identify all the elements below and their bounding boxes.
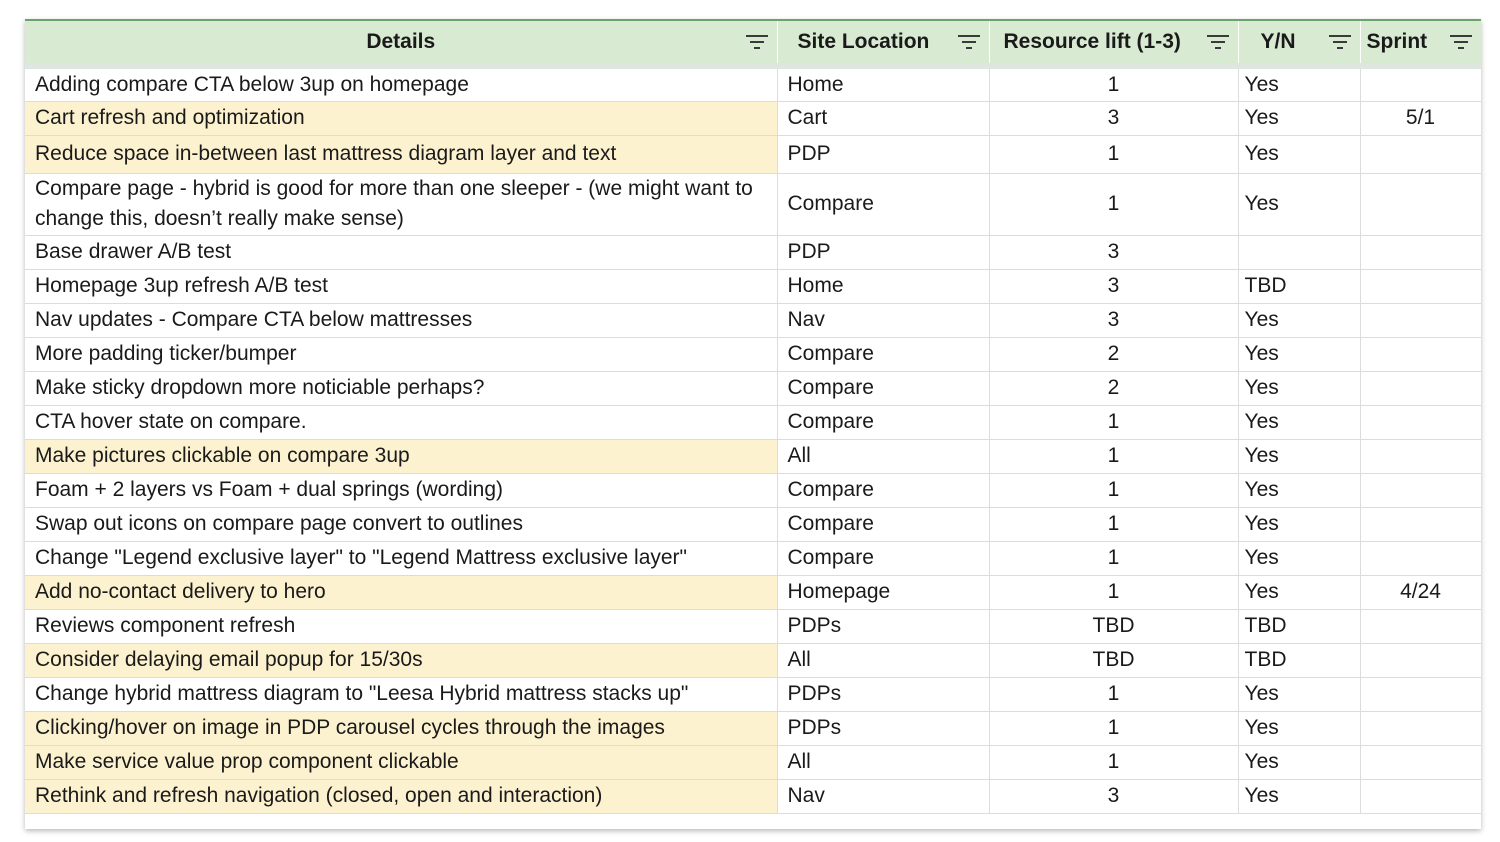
column-header-resource-lift[interactable]: [989, 21, 1238, 66]
cell-resource-lift[interactable]: 3: [989, 779, 1238, 813]
cell-yn[interactable]: Yes: [1238, 173, 1360, 235]
column-header-details[interactable]: [25, 21, 777, 66]
cell-details[interactable]: Make sticky dropdown more noticiable perhaps?: [25, 371, 777, 405]
cell-site-location[interactable]: Compare: [777, 173, 989, 235]
table-row: [25, 235, 1481, 269]
cell-details[interactable]: More padding ticker/bumper: [25, 337, 777, 371]
table-row: [25, 66, 1481, 101]
cell-details[interactable]: Make service value prop component clickable: [25, 745, 777, 779]
cell-details[interactable]: CTA hover state on compare.: [25, 405, 777, 439]
cell-yn[interactable]: TBD: [1238, 643, 1360, 677]
table-row: [25, 303, 1481, 337]
column-header-label: Site Location: [797, 30, 930, 53]
cell-details[interactable]: Nav updates - Compare CTA below mattresses: [25, 303, 777, 337]
cell-sprint[interactable]: [1360, 745, 1481, 779]
cell-details[interactable]: Make pictures clickable on compare 3up: [25, 439, 777, 473]
cell-details[interactable]: Change "Legend exclusive layer" to "Legend Mattress exclusive layer": [25, 541, 777, 575]
table-row: [25, 677, 1481, 711]
cell-resource-lift[interactable]: 2: [989, 371, 1238, 405]
cell-yn[interactable]: Yes: [1238, 677, 1360, 711]
table-row: [25, 405, 1481, 439]
table-row: [25, 779, 1481, 813]
table-row: [25, 135, 1481, 173]
cell-site-location[interactable]: PDP: [777, 135, 989, 173]
table-row: [25, 337, 1481, 371]
cell-resource-lift[interactable]: 1: [989, 575, 1238, 609]
table-row: [25, 439, 1481, 473]
cell-yn[interactable]: Yes: [1238, 337, 1360, 371]
cell-sprint[interactable]: [1360, 439, 1481, 473]
column-header-label: Sprint: [1366, 30, 1428, 53]
cell-yn[interactable]: Yes: [1238, 135, 1360, 173]
cell-site-location[interactable]: Compare: [777, 507, 989, 541]
cell-details[interactable]: Reviews component refresh: [25, 609, 777, 643]
cell-details[interactable]: Base drawer A/B test: [25, 235, 777, 269]
filter-icon[interactable]: [745, 34, 769, 50]
table-row: [25, 711, 1481, 745]
cell-resource-lift[interactable]: 1: [989, 439, 1238, 473]
table-row: [25, 371, 1481, 405]
table-header: [25, 21, 1481, 66]
cell-resource-lift[interactable]: 1: [989, 473, 1238, 507]
cell-sprint[interactable]: [1360, 405, 1481, 439]
filter-icon[interactable]: [1328, 34, 1352, 50]
cell-details[interactable]: Swap out icons on compare page convert to outlines: [25, 507, 777, 541]
table-row: [25, 575, 1481, 609]
cell-resource-lift[interactable]: 3: [989, 101, 1238, 135]
column-header-label: Resource lift (1-3): [1003, 30, 1181, 53]
cell-site-location[interactable]: Home: [777, 269, 989, 303]
cell-yn[interactable]: Yes: [1238, 66, 1360, 101]
cell-site-location[interactable]: All: [777, 643, 989, 677]
cell-sprint[interactable]: [1360, 303, 1481, 337]
cell-yn[interactable]: TBD: [1238, 609, 1360, 643]
cell-sprint[interactable]: [1360, 269, 1481, 303]
cell-resource-lift[interactable]: 2: [989, 337, 1238, 371]
cell-resource-lift[interactable]: 1: [989, 677, 1238, 711]
cell-sprint[interactable]: [1360, 779, 1481, 813]
cell-site-location[interactable]: Nav: [777, 779, 989, 813]
column-header-label: Details: [366, 30, 436, 53]
cell-sprint[interactable]: [1360, 473, 1481, 507]
table-row: [25, 643, 1481, 677]
cell-details[interactable]: Rethink and refresh navigation (closed, open and interaction): [25, 779, 777, 813]
cell-details[interactable]: Cart refresh and optimization: [25, 101, 777, 135]
cell-sprint[interactable]: [1360, 235, 1481, 269]
cell-details[interactable]: Add no-contact delivery to hero: [25, 575, 777, 609]
cell-details[interactable]: Homepage 3up refresh A/B test: [25, 269, 777, 303]
cell-site-location[interactable]: Homepage: [777, 575, 989, 609]
cell-site-location[interactable]: Compare: [777, 473, 989, 507]
filter-icon[interactable]: [957, 34, 981, 50]
table-row: [25, 745, 1481, 779]
cell-sprint[interactable]: [1360, 173, 1481, 235]
table-row: [25, 269, 1481, 303]
cell-site-location[interactable]: All: [777, 439, 989, 473]
cell-site-location[interactable]: Compare: [777, 541, 989, 575]
cell-site-location[interactable]: PDPs: [777, 711, 989, 745]
cell-details[interactable]: Compare page - hybrid is good for more than one sleeper - (we might want to change this, doesn’t really make sense): [25, 173, 777, 235]
cell-yn[interactable]: Yes: [1238, 101, 1360, 135]
cell-resource-lift[interactable]: 1: [989, 66, 1238, 101]
cell-site-location[interactable]: PDP: [777, 235, 989, 269]
cell-sprint[interactable]: [1360, 337, 1481, 371]
cell-details[interactable]: Adding compare CTA below 3up on homepage: [25, 66, 777, 101]
cell-sprint[interactable]: [1360, 643, 1481, 677]
cell-site-location[interactable]: Nav: [777, 303, 989, 337]
cell-sprint[interactable]: [1360, 507, 1481, 541]
filter-icon[interactable]: [1449, 34, 1473, 50]
cell-yn[interactable]: Yes: [1238, 507, 1360, 541]
cell-yn[interactable]: Yes: [1238, 439, 1360, 473]
cell-sprint[interactable]: 5/1: [1360, 101, 1481, 135]
task-table: [25, 21, 1481, 814]
cell-resource-lift[interactable]: 1: [989, 711, 1238, 745]
table-body: [25, 66, 1481, 813]
cell-yn[interactable]: TBD: [1238, 269, 1360, 303]
cell-sprint[interactable]: [1360, 541, 1481, 575]
cell-resource-lift[interactable]: 3: [989, 269, 1238, 303]
column-header-sprint[interactable]: [1360, 21, 1481, 66]
cell-sprint[interactable]: [1360, 66, 1481, 101]
cell-sprint[interactable]: [1360, 711, 1481, 745]
table-row: [25, 101, 1481, 135]
cell-resource-lift[interactable]: 1: [989, 135, 1238, 173]
cell-details[interactable]: Foam + 2 layers vs Foam + dual springs (wording): [25, 473, 777, 507]
cell-site-location[interactable]: All: [777, 745, 989, 779]
table-row: [25, 541, 1481, 575]
cell-yn[interactable]: Yes: [1238, 779, 1360, 813]
cell-resource-lift[interactable]: 1: [989, 405, 1238, 439]
cell-yn[interactable]: Yes: [1238, 473, 1360, 507]
cell-yn[interactable]: Yes: [1238, 745, 1360, 779]
cell-yn[interactable]: Yes: [1238, 303, 1360, 337]
cell-site-location[interactable]: PDPs: [777, 609, 989, 643]
cell-resource-lift[interactable]: TBD: [989, 609, 1238, 643]
column-header-site-location[interactable]: [777, 21, 989, 66]
cell-site-location[interactable]: Compare: [777, 371, 989, 405]
cell-site-location[interactable]: PDPs: [777, 677, 989, 711]
cell-site-location[interactable]: Home: [777, 66, 989, 101]
cell-resource-lift[interactable]: 1: [989, 745, 1238, 779]
table-row: [25, 507, 1481, 541]
cell-yn[interactable]: Yes: [1238, 541, 1360, 575]
cell-sprint[interactable]: [1360, 135, 1481, 173]
cell-resource-lift[interactable]: 3: [989, 235, 1238, 269]
cell-resource-lift[interactable]: TBD: [989, 643, 1238, 677]
filter-icon[interactable]: [1206, 34, 1230, 50]
column-header-yn[interactable]: [1238, 21, 1360, 66]
cell-yn[interactable]: Yes: [1238, 371, 1360, 405]
cell-site-location[interactable]: Cart: [777, 101, 989, 135]
cell-sprint[interactable]: [1360, 609, 1481, 643]
cell-resource-lift[interactable]: 1: [989, 173, 1238, 235]
cell-sprint[interactable]: 4/24: [1360, 575, 1481, 609]
cell-yn[interactable]: Yes: [1238, 711, 1360, 745]
cell-details[interactable]: Change hybrid mattress diagram to "Leesa Hybrid mattress stacks up": [25, 677, 777, 711]
column-header-label: Y/N: [1260, 30, 1296, 53]
cell-details[interactable]: Reduce space in-between last mattress diagram layer and text: [25, 135, 777, 173]
cell-yn[interactable]: Yes: [1238, 405, 1360, 439]
cell-resource-lift[interactable]: 3: [989, 303, 1238, 337]
cell-yn[interactable]: [1238, 235, 1360, 269]
cell-resource-lift[interactable]: 1: [989, 541, 1238, 575]
cell-details[interactable]: Clicking/hover on image in PDP carousel cycles through the images: [25, 711, 777, 745]
cell-sprint[interactable]: [1360, 371, 1481, 405]
cell-site-location[interactable]: Compare: [777, 337, 989, 371]
table-row: [25, 473, 1481, 507]
cell-yn[interactable]: Yes: [1238, 575, 1360, 609]
table-row: [25, 609, 1481, 643]
cell-resource-lift[interactable]: 1: [989, 507, 1238, 541]
spreadsheet: [25, 19, 1481, 829]
table-row: [25, 173, 1481, 235]
cell-sprint[interactable]: [1360, 677, 1481, 711]
cell-details[interactable]: Consider delaying email popup for 15/30s: [25, 643, 777, 677]
cell-site-location[interactable]: Compare: [777, 405, 989, 439]
